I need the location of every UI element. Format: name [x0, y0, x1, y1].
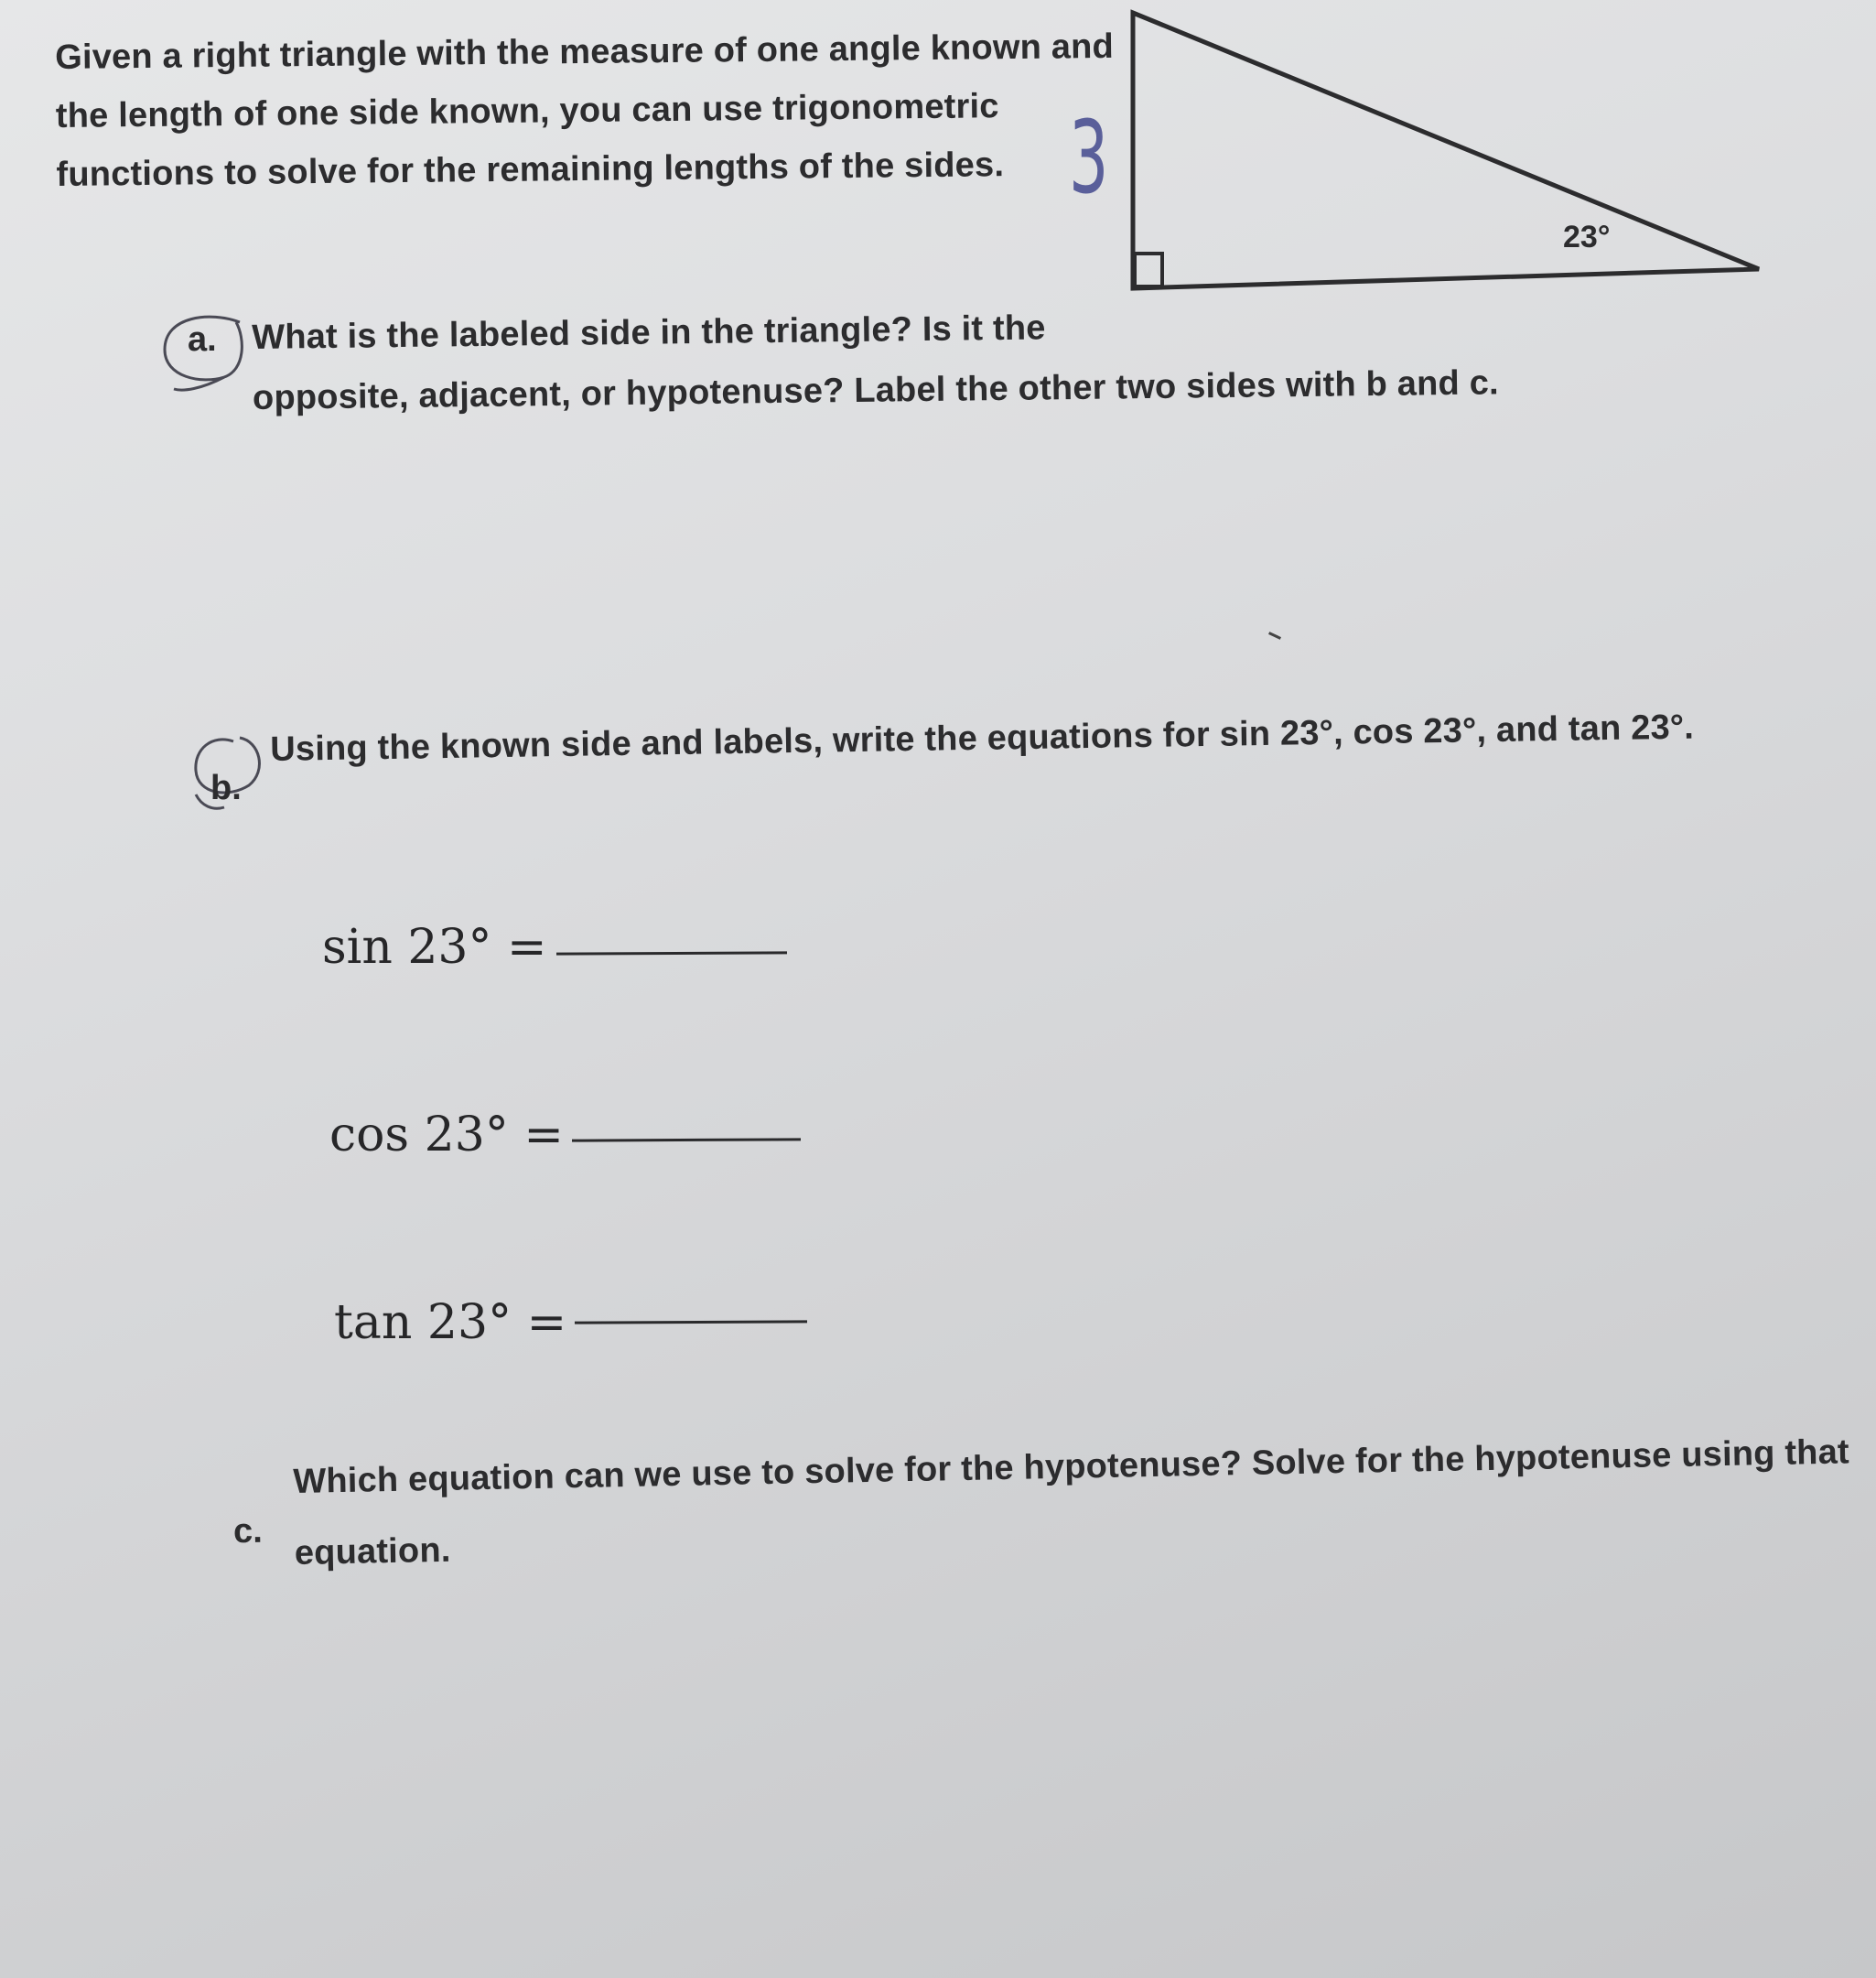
question-c-line-2: equation. — [294, 1530, 451, 1573]
intro-line-2: the length of one side known, you can use trigonometric — [55, 87, 999, 135]
question-a-label: a. — [188, 320, 217, 359]
tan-answer-blank[interactable] — [575, 1320, 807, 1324]
sin-answer-blank[interactable] — [556, 951, 787, 955]
known-side-label: 3 — [1069, 99, 1109, 216]
question-c-line-1: Which equation can we use to solve for the hypotenuse? Solve for the hypotenuse using that — [292, 1432, 1850, 1501]
angle-label: 23° — [1563, 220, 1611, 254]
cos-answer-blank[interactable] — [572, 1138, 801, 1141]
question-c — [293, 1434, 1851, 1607]
question-c-label: c. — [232, 1511, 264, 1551]
intro-paragraph — [55, 29, 1116, 216]
triangle-outline — [1133, 13, 1759, 288]
question-a-line-1: What is the labeled side in the triangle? Is it the — [251, 308, 1046, 357]
tan-equation: tan 23° = — [334, 1295, 567, 1350]
question-a-line-2: opposite, adjacent, or hypotenuse? Label the other two sides with b and c. — [252, 363, 1500, 417]
intro-line-1: Given a right triangle with the measure of one angle known and — [54, 27, 1115, 77]
question-b-label: b. — [210, 769, 242, 807]
intro-line-3: functions to solve for the remaining lengths of the sides. — [56, 146, 1005, 194]
stray-pen-mark — [1268, 632, 1281, 640]
right-angle-marker — [1135, 254, 1162, 286]
question-b-text: Using the known side and labels, write the equations for sin 23°, cos 23°, and tan 23°. — [269, 708, 1695, 769]
sin-equation: sin 23° = — [322, 920, 547, 975]
question-a — [252, 305, 1499, 441]
cos-equation: cos 23° = — [329, 1108, 564, 1162]
